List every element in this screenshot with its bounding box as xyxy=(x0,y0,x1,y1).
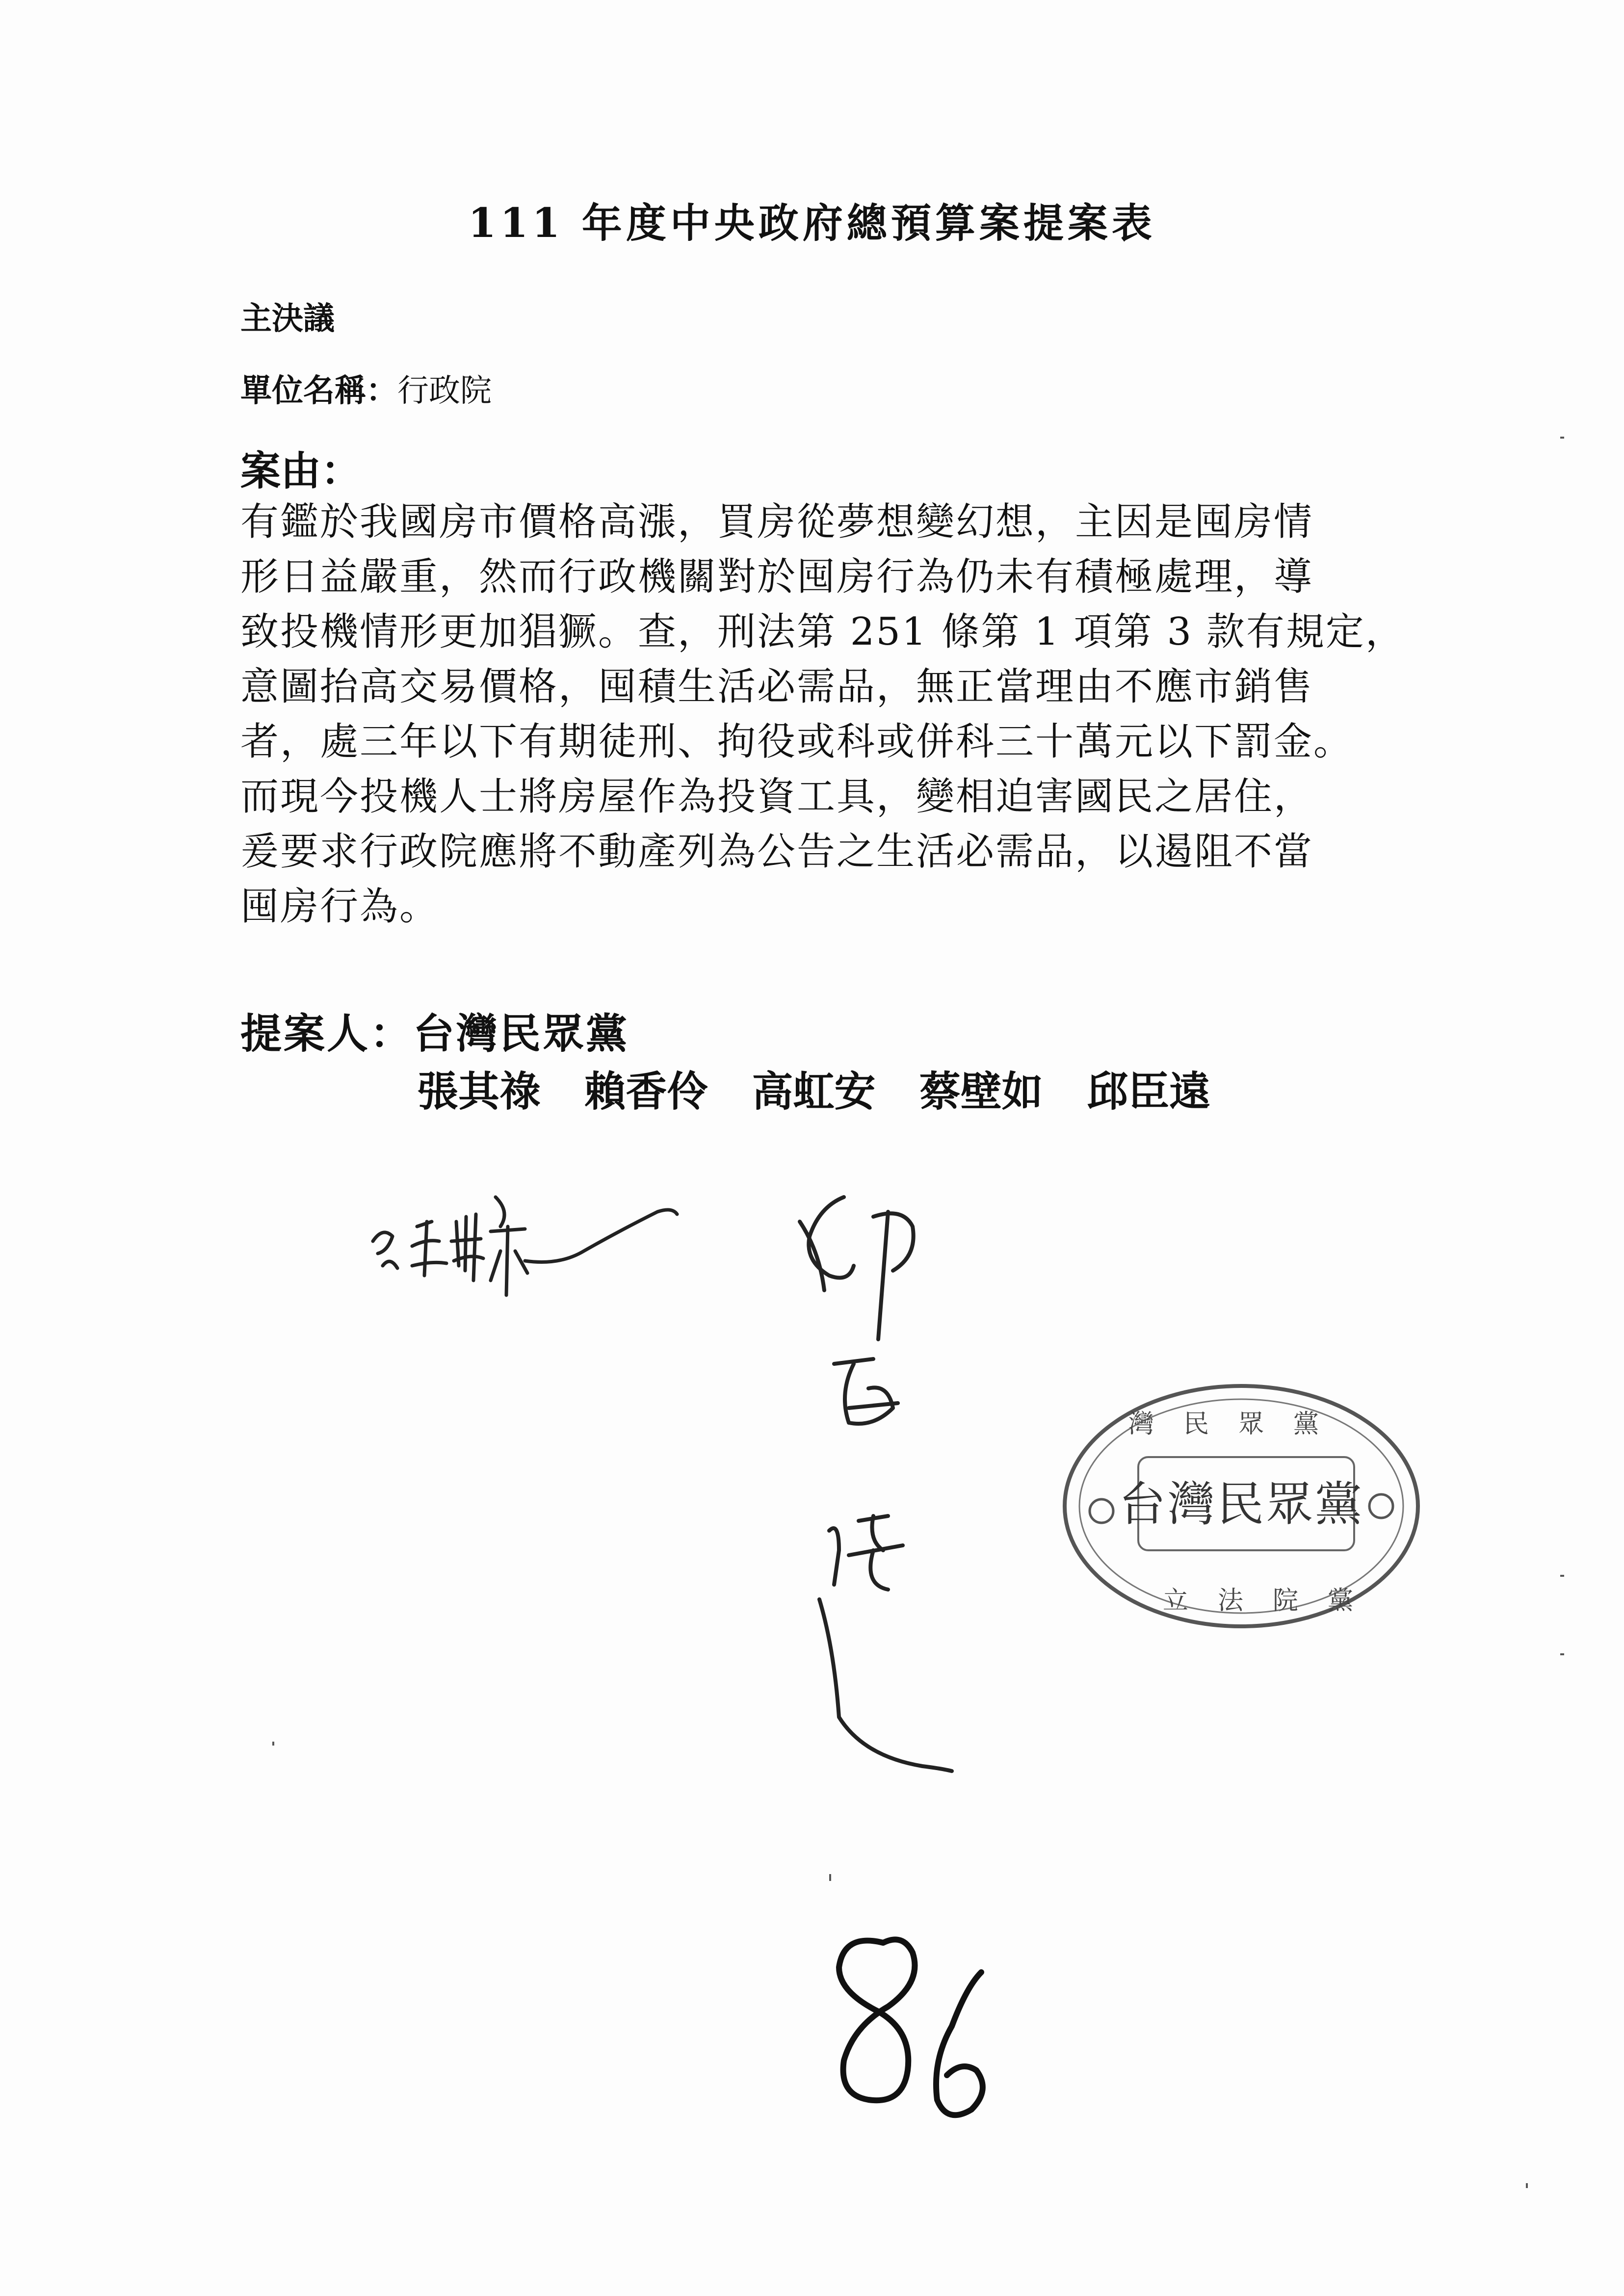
reason-line: 有鑑於我國房市價格高漲，買房從夢想變幻想，主因是囤房情 xyxy=(240,500,1314,544)
reason-heading: 案由： xyxy=(240,448,362,495)
scan-mark xyxy=(1560,1653,1564,1655)
member-name: 邱臣遠 xyxy=(1087,1068,1211,1116)
page-number-handwritten xyxy=(805,1913,1050,2139)
member-name: 張其祿 xyxy=(417,1068,541,1116)
resolution-heading: 主決議 xyxy=(240,301,335,337)
scan-mark xyxy=(272,1742,274,1746)
member-name: 賴香伶 xyxy=(584,1068,708,1116)
unit-label: 單位名稱： xyxy=(240,373,397,409)
unit-name xyxy=(240,365,492,411)
proposer-party: 台灣民眾黨 xyxy=(413,1010,629,1058)
document-title: 111 年度中央政府總預算案提案表 xyxy=(468,200,1156,247)
signature-qiu-chenyuan xyxy=(775,1177,971,1800)
scan-mark xyxy=(1560,437,1564,439)
seal-top-text: 灣民眾黨 xyxy=(1128,1409,1349,1439)
reason-line: 意圖抬高交易價格，囤積生活必需品，無正當理由不應市銷售 xyxy=(240,665,1314,709)
member-name: 高虹安 xyxy=(752,1068,876,1116)
proposer-label: 提案人： xyxy=(240,1010,414,1058)
scan-mark xyxy=(1560,1575,1564,1577)
scan-mark xyxy=(829,1874,831,1881)
seal-center-text: 台灣民眾黨 xyxy=(1119,1477,1364,1532)
proposer xyxy=(240,1001,629,1060)
reason-line: 致投機情形更加猖獗。查，刑法第 251 條第 1 項第 3 款有規定， xyxy=(240,610,1405,654)
reason-line: 形日益嚴重，然而行政機關對於囤房行為仍未有積極處理，導 xyxy=(240,555,1314,599)
scan-mark xyxy=(1526,2183,1528,2188)
signature-zhang-qilu xyxy=(353,1168,697,1315)
reason-line: 爰要求行政院應將不動產列為公告之生活必需品，以遏阻不當 xyxy=(240,830,1314,874)
member-list xyxy=(417,1059,1240,1118)
reason-line: 者，處三年以下有期徒刑、拘役或科或併科三十萬元以下罰金。 xyxy=(240,720,1354,764)
unit-value: 行政院 xyxy=(397,373,492,409)
reason-line: 而現今投機人士將房屋作為投資工具，變相迫害國民之居住， xyxy=(240,775,1314,819)
member-name: 蔡壁如 xyxy=(919,1068,1043,1116)
reason-body xyxy=(240,495,1418,934)
reason-line: 囤房行為。 xyxy=(240,885,440,929)
seal-bottom-text: 立法院黨 xyxy=(1163,1586,1383,1616)
